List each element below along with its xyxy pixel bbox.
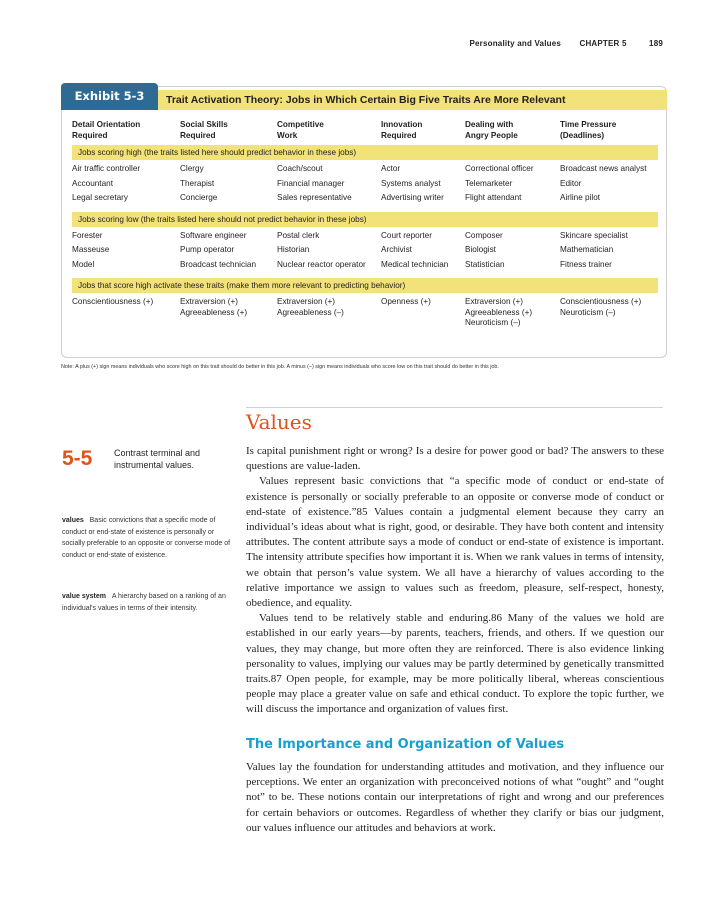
table-cell: Statistician bbox=[465, 259, 505, 269]
table-cell: Concierge bbox=[180, 193, 218, 202]
section-title: Values bbox=[246, 410, 312, 434]
body-text-2 bbox=[246, 760, 664, 836]
table-cell: Telemarketer bbox=[465, 178, 513, 188]
learning-objective-text: Contrast terminal and instrumental values. bbox=[114, 448, 201, 470]
learning-objective-number: 5-5 bbox=[62, 447, 93, 470]
table-cell: Postal clerk bbox=[277, 230, 320, 240]
table-cell: Coach/scout bbox=[277, 164, 323, 173]
chapter-label: CHAPTER 5 bbox=[579, 39, 627, 48]
table-row bbox=[72, 245, 658, 256]
table-cell: Accountant bbox=[72, 178, 113, 188]
exhibit-title: Trait Activation Theory: Jobs in Which Certain Big Five Traits Are More Relevant bbox=[158, 90, 667, 110]
column-header: Competitive Work bbox=[277, 120, 324, 140]
column-header-row bbox=[72, 120, 658, 141]
table-cell: Air traffic controller bbox=[72, 164, 141, 173]
table-row bbox=[72, 260, 658, 271]
paragraph: Values tend to be relatively stable and enduring.86 Many of the values we hold are established in our early years—by parents, teachers, friends, and others. If we question our values, they may change, but more often they are reinforced. There is also evidence linking personality to values, implying our values may be partly determined by genetically transmitted traits.87 Open people, for example, may be more politically liberal, whereas conscientious people may place a greater value on safe and ethical conduct. To explore the topic further, we will discuss the importance and organization of values first. bbox=[246, 612, 664, 716]
trait-cell: Extraversion (+) Agreeableness (+) bbox=[180, 297, 248, 317]
table-cell: Composer bbox=[465, 230, 503, 240]
glossary-term: value system bbox=[62, 593, 106, 600]
table-row bbox=[72, 231, 658, 242]
column-header: Innovation Required bbox=[381, 120, 423, 140]
table-cell: Legal secretary bbox=[72, 193, 128, 202]
trait-cell: Conscientiousness (+) bbox=[72, 297, 154, 306]
trait-row bbox=[72, 297, 658, 329]
table-cell: Forester bbox=[72, 230, 103, 240]
running-title: Personality and Values bbox=[469, 39, 562, 48]
table-cell: Pump operator bbox=[180, 245, 235, 254]
table-cell: Clergy bbox=[180, 164, 204, 173]
table-row bbox=[72, 193, 658, 204]
table-cell: Nuclear reactor operator bbox=[277, 259, 366, 269]
table-cell: Flight attendant bbox=[465, 193, 522, 202]
column-header: Social Skills Required bbox=[180, 120, 228, 140]
glossary-definition: A hierarchy based on a ranking of an individual's values in terms of their intensity. bbox=[62, 593, 226, 612]
table-cell: Broadcast technician bbox=[180, 259, 257, 269]
running-header bbox=[469, 39, 663, 48]
low-rows bbox=[72, 231, 658, 275]
table-cell: Therapist bbox=[180, 178, 215, 188]
table-cell: Historian bbox=[277, 245, 310, 254]
table-row bbox=[72, 179, 658, 190]
table-cell: Sales representative bbox=[277, 193, 352, 202]
section-rule bbox=[246, 407, 663, 408]
trait-cell: Extraversion (+) Agreeableness (+) Neuroticism (–) bbox=[465, 297, 533, 327]
table-cell: Editor bbox=[560, 178, 582, 188]
table-cell: Biologist bbox=[465, 245, 496, 254]
table-cell: Systems analyst bbox=[381, 178, 441, 188]
table-cell: Broadcast news analyst bbox=[560, 164, 647, 173]
subheading: The Importance and Organization of Values bbox=[246, 737, 565, 752]
exhibit-table bbox=[72, 120, 658, 329]
glossary-entry-values bbox=[62, 515, 232, 561]
table-cell: Airline pilot bbox=[560, 193, 601, 202]
table-cell: Court reporter bbox=[381, 230, 432, 240]
table-cell: Skincare specialist bbox=[560, 230, 628, 240]
table-cell: Financial manager bbox=[277, 178, 345, 188]
paragraph: Values lay the foundation for understanding attitudes and motivation, and they influence our perceptions. We enter an organization with preconceived notions of what “ought” and “ought not” to be. These notions contain our interpretations of right and wrong and our preferences for certain behaviors or outcomes. Regardless of whether they clarify or bias our judgment, our values influence our attitudes and behaviors at work. bbox=[246, 761, 664, 834]
glossary-definition: Basic convictions that a specific mode of conduct or end-state of existence is personally or socially preferable to an opposite or converse mode of conduct or end-state of existence. bbox=[62, 517, 231, 559]
glossary-term: values bbox=[62, 517, 84, 524]
table-cell: Actor bbox=[381, 164, 401, 173]
table-row bbox=[72, 164, 658, 175]
trait-cell: Conscientiousness (+) Neuroticism (–) bbox=[560, 297, 642, 317]
table-cell: Correctional officer bbox=[465, 164, 534, 173]
band-traits: Jobs that score high activate these traits (make them more relevant to predicting behavior) bbox=[72, 278, 658, 293]
glossary-entry-value-system bbox=[62, 591, 232, 614]
trait-cell: Extraversion (+) Agreeableness (–) bbox=[277, 297, 344, 317]
table-cell: Model bbox=[72, 259, 95, 269]
paragraph: Is capital punishment right or wrong? Is a desire for power good or bad? The answers to these questions are value-laden. bbox=[246, 445, 664, 473]
table-cell: Software engineer bbox=[180, 230, 247, 240]
table-cell: Medical technician bbox=[381, 259, 449, 269]
paragraph: Values represent basic convictions that “a specific mode of conduct or end-state of existence is personally or socially preferable to an opposite or converse mode of conduct or end-state of existence.”85 Values contain a judgmental element because they carry an individual’s ideas about what is right, good, or desirable. They have both content and intensity attributes. The content attribute says a mode of conduct or end-state of existence is important. The intensity attribute specifies how important it is. When we rank values in terms of intensity, we obtain that person’s value system. We all have a hierarchy of values according to the relative importance we assign to values such as freedom, pleasure, self-respect, honesty, obedience, and equality. bbox=[246, 475, 664, 610]
exhibit-tab: Exhibit 5-3 bbox=[61, 83, 158, 110]
band-high: Jobs scoring high (the traits listed here should predict behavior in these jobs) bbox=[72, 145, 658, 160]
trait-cell: Openness (+) bbox=[381, 297, 431, 306]
table-cell: Advertising writer bbox=[381, 193, 444, 202]
table-cell: Fitness trainer bbox=[560, 259, 612, 269]
column-header: Dealing with Angry People bbox=[465, 120, 518, 140]
exhibit-note: Note: A plus (+) sign means individuals who score high on this trait should do better in this job. A minus (–) sign means individuals who score low on this trait should do better in this job. bbox=[61, 364, 499, 370]
column-header: Time Pressure (Deadlines) bbox=[560, 120, 617, 140]
table-cell: Mathematician bbox=[560, 245, 614, 254]
exhibit-box bbox=[61, 86, 667, 358]
body-text bbox=[246, 444, 664, 718]
table-cell: Masseuse bbox=[72, 245, 110, 254]
high-rows bbox=[72, 164, 658, 208]
table-cell: Archivist bbox=[381, 245, 412, 254]
column-header: Detail Orientation Required bbox=[72, 120, 141, 140]
band-low: Jobs scoring low (the traits listed here should not predict behavior in these jobs) bbox=[72, 212, 658, 227]
page-number: 189 bbox=[649, 39, 663, 48]
